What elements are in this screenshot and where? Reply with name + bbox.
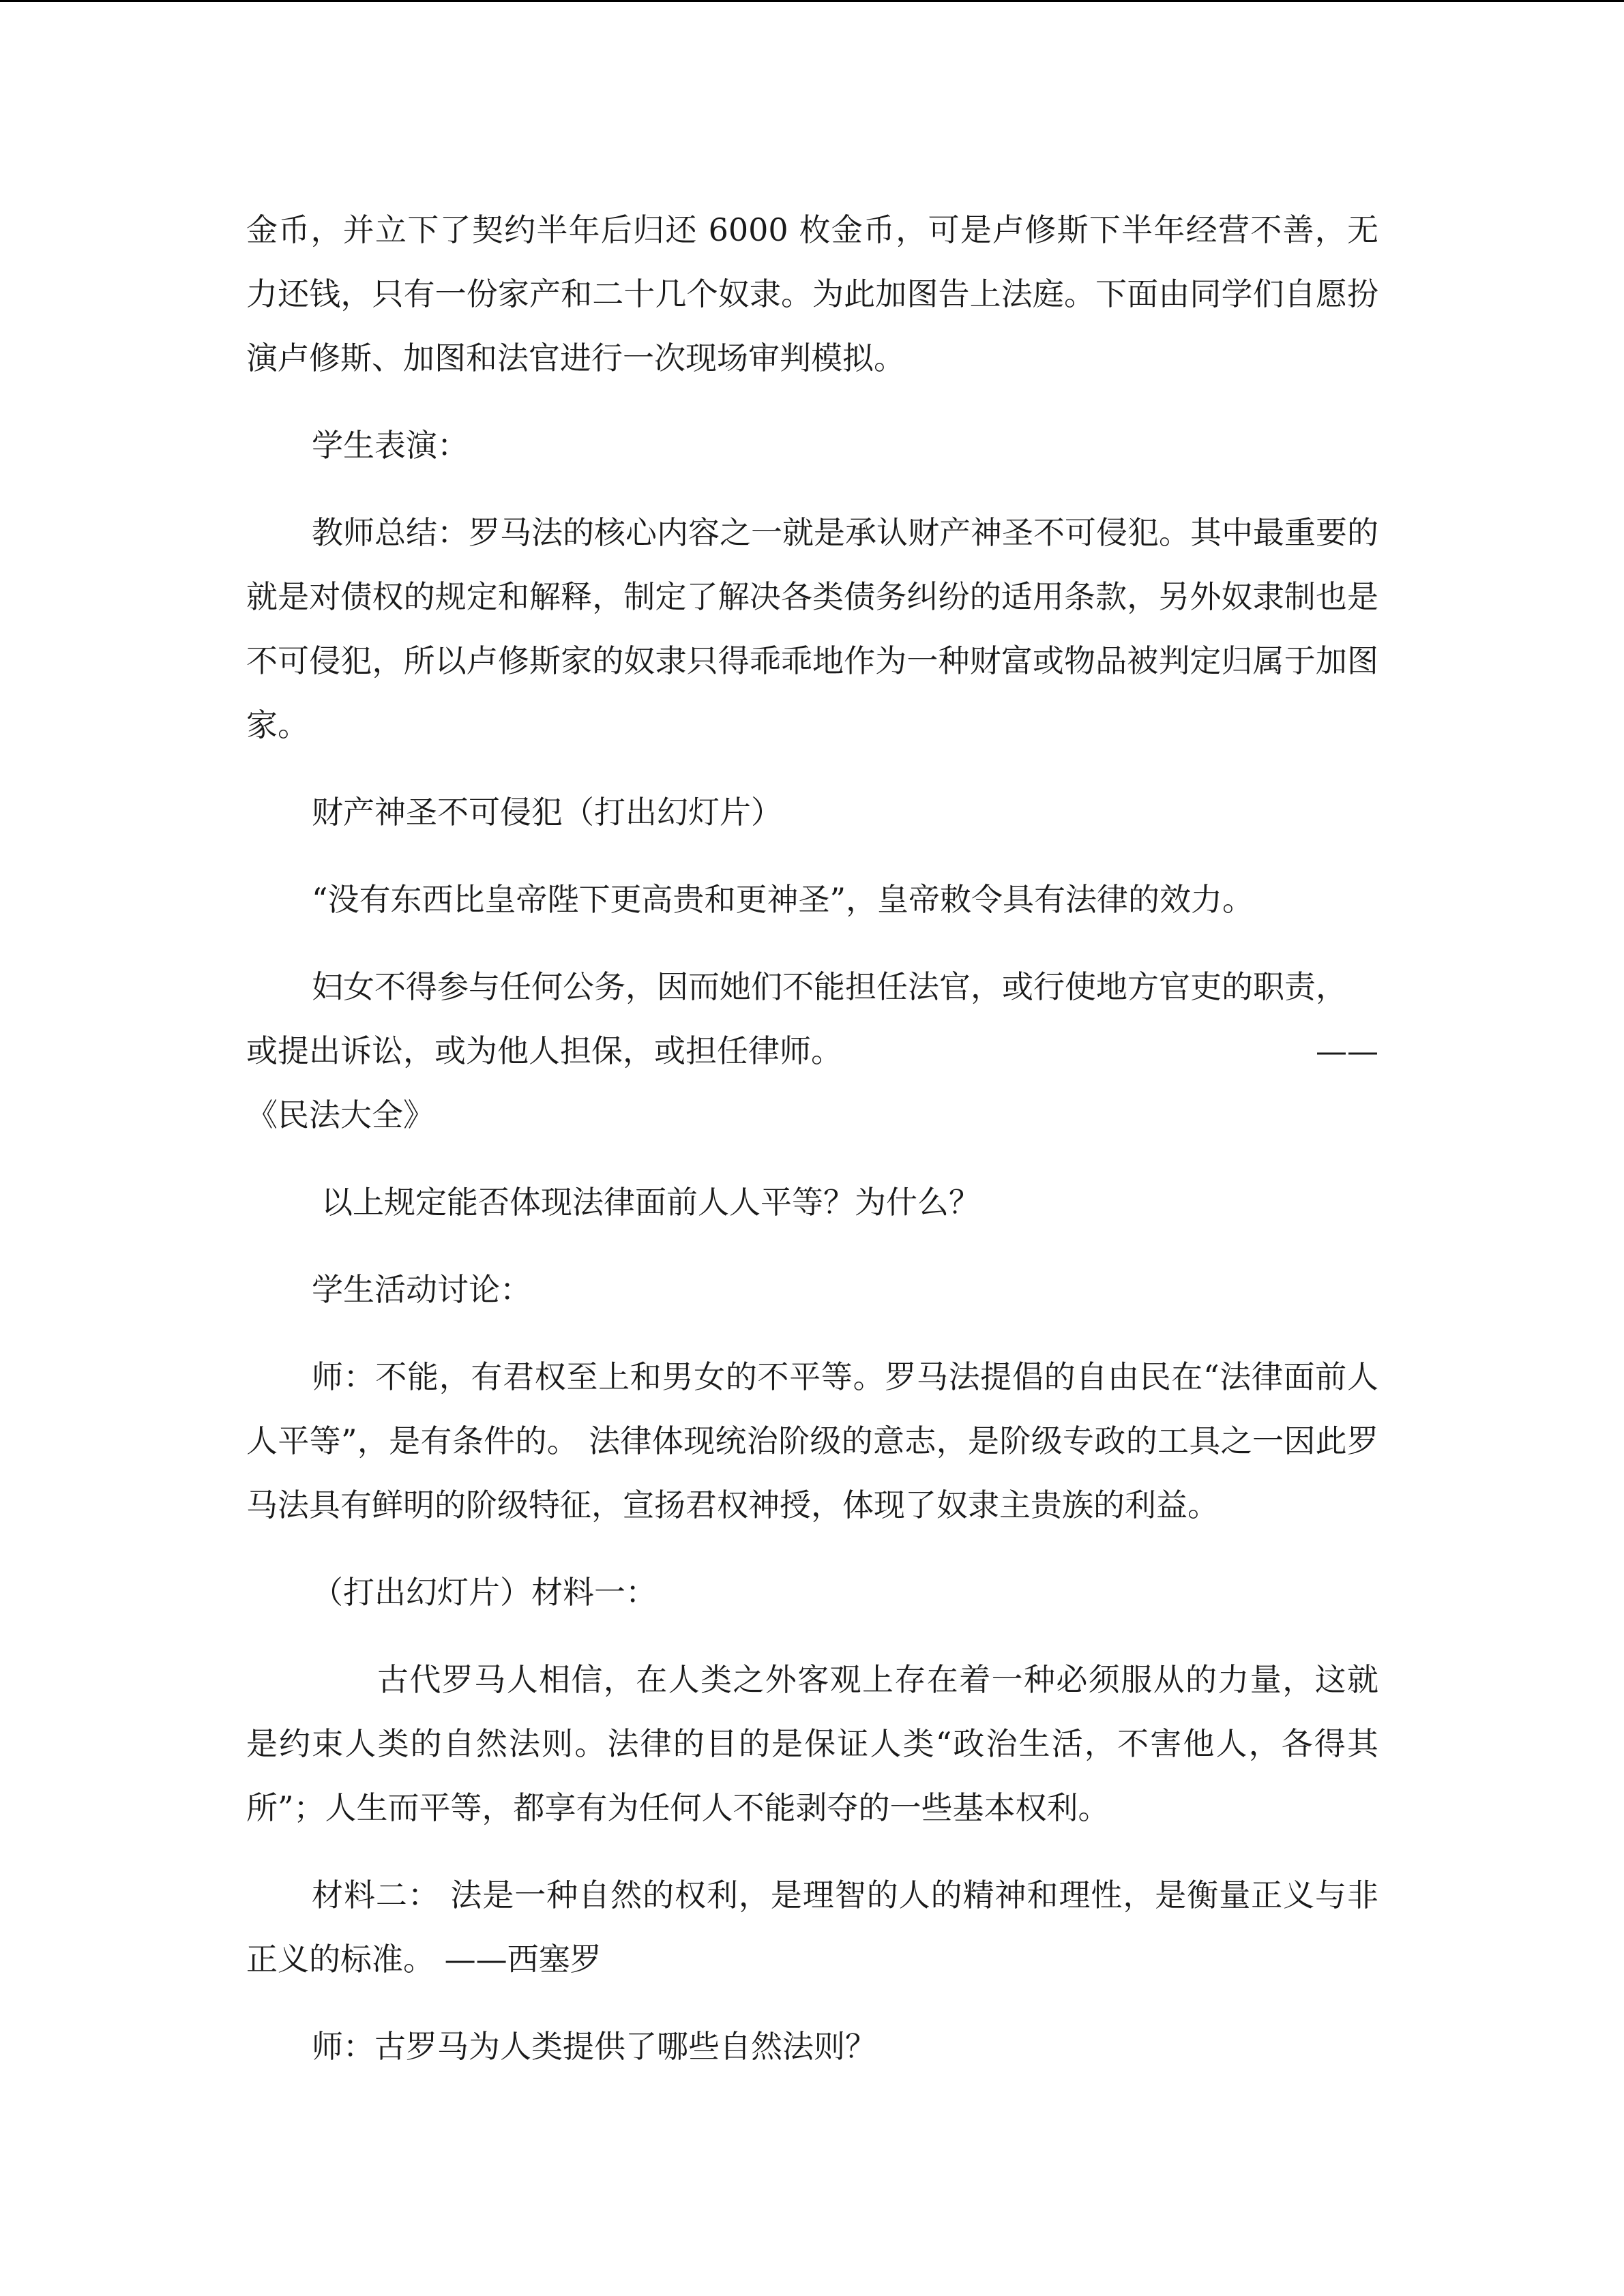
paragraph-contract-story: 金币，并立下了契约半年后归还 6000 枚金币，可是卢修斯下半年经营不善，无力还钱，只有一份家产和二十几个奴隶。为此加图告上法庭。下面由同学们自愿扮演卢修斯、加图和法官进行一次现场审判模拟。 — [246, 211, 1378, 376]
paragraph-women-rule-line1: 妇女不得参与任何公务，因而她们不能担任法官，或行使地方官吏的职责， — [312, 968, 1347, 1005]
document-body — [246, 198, 1378, 2102]
paragraph-natural-law-question: 师：古罗马为人类提供了哪些自然法则？ — [312, 2028, 876, 2065]
paragraph-equality-question: 以上规定能否体现法律面前人人平等？为什么？ — [321, 1184, 980, 1221]
citation-dash: —— — [1316, 1032, 1378, 1069]
paragraph-women-rule-line2 — [246, 1019, 1378, 1083]
paragraph-property-sacred: 财产神圣不可侵犯（打出幻灯片） — [312, 794, 782, 831]
paragraph-student-performance: 学生表演： — [312, 427, 469, 464]
women-rule-text: 或提出诉讼，或为他人担保，或担任律师。 — [246, 1032, 842, 1069]
citation-source: 《民法大全》 — [246, 1097, 434, 1133]
paragraph-student-discussion: 学生活动讨论： — [312, 1271, 531, 1308]
top-border-line — [0, 0, 1624, 2]
paragraph-material-two: 材料二： 法是一种自然的权利，是理智的人的精神和理性，是衡量正义与非正义的标准。 ——西塞罗 — [246, 1877, 1378, 1978]
paragraph-material-one-heading: （打出幻灯片）材料一： — [312, 1574, 657, 1611]
paragraph-emperor-quote: “没有东西比皇帝陛下更高贵和更神圣”，皇帝敕令具有法律的效力。 — [312, 881, 1254, 918]
paragraph-teacher-answer: 师：不能，有君权至上和男女的不平等。罗马法提倡的自由民在“法律面前人人平等”，是有条件的。 法律体现统治阶级的意志，是阶级专政的工具之一因此罗马法具有鲜明的阶级特征，宣扬君权神授，体现了奴隶主贵族的利益。 — [246, 1358, 1378, 1523]
paragraph-material-one-text: 古代罗马人相信，在人类之外客观上存在着一种必须服从的力量，这就是约束人类的自然法则。法律的目的是保证人类“政治生活，不害他人，各得其所”；人生而平等，都享有为任何人不能剥夺的一些基本权利。 — [246, 1661, 1378, 1826]
paragraph-teacher-summary: 教师总结：罗马法的核心内容之一就是承认财产神圣不可侵犯。其中最重要的就是对债权的规定和解释，制定了解决各类债务纠纷的适用条款，另外奴隶制也是不可侵犯，所以卢修斯家的奴隶只得乖乖地作为一种财富或物品被判定归属于加图家。 — [246, 514, 1378, 743]
